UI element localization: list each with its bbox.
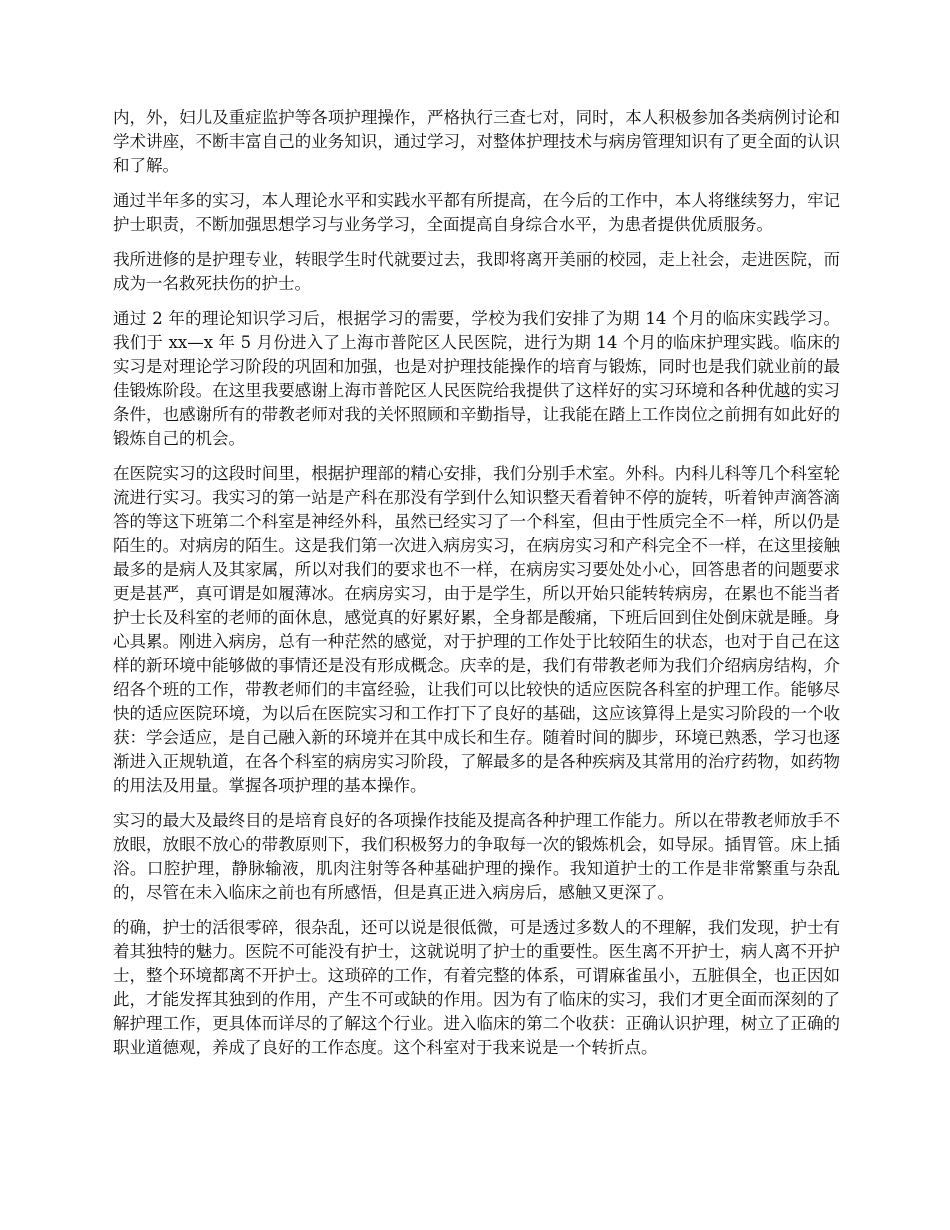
paragraph-2: 通过半年多的实习，本人理论水平和实践水平都有所提高，在今后的工作中，本人将继续努力，牢记护士职责，不断加强思想学习与业务学习，全面提高自身综合水平，为患者提供优质服务。: [113, 191, 840, 234]
paragraph-5: 在医院实习的这段时间里，根据护理部的精心安排，我们分别手术室。外科。内科儿科等几个科室轮流进行实习。我实习的第一站是产科在那没有学到什么知识整天看着钟不停的旋转，听着钟声滴答滴答的等这下班第二个科室是神经外科，虽然已经实习了一个科室，但由于性质完全不一样，所以仍是陌生的。对病房的陌生。这是我们第一次进入病房实习，在病房实习和产科完全不一样，在这里接触最多的是病人及其家属，所以对我们的要求也不一样，在病房实习要处处小心，回答患者的问题要求更是甚严，真可谓是如履薄冰。在病房实习，由于是学生，所以开始只能转转病房，在累也不能当者护士长及科室的老师的面休息，感觉真的好累好累，全身都是酸痛，下班后回到住处倒床就是睡。身心具累。刚进入病房，总有一种茫然的感觉，对于护理的工作处于比较陌生的状态，也对于自己在这样的新环境中能够做的事情还是没有形成概念。庆幸的是，我们有带教老师为我们介绍病房结构，介绍各个班的工作，带教老师们的丰富经验，让我们可以比较快的适应医院各科室的护理工作。能够尽快的适应医院环境，为以后在医院实习和工作打下了良好的基础，这应该算得上是实习阶段的一个收获：学会适应，是自己融入新的环境并在其中成长和生存。随着时间的脚步，环境已熟悉，学习也逐渐进入正规轨道，在各个科室的病房实习阶段，了解最多的是各种疾病及其常用的治疗药物，如药物的用法及用量。掌握各项护理的基本操作。: [113, 464, 840, 795]
paragraph-7: 的确，护士的活很零碎，很杂乱，还可以说是很低微，可是透过多数人的不理解，我们发现，护士有着其独特的魅力。医院不可能没有护士，这就说明了护士的重要性。医生离不开护士，病人离不开护士，整个环境都离不开护士。这琐碎的工作，有着完整的体系，可谓麻雀虽小，五脏俱全，也正因如此，才能发挥其独到的作用，产生不可或缺的作用。因为有了临床的实习，我们才更全面而深刻的了解护理工作，更具体而详尽的了解这个行业。进入临床的第二个收获：正确认识护理，树立了正确的职业道德观，养成了良好的工作态度。这个科室对于我来说是一个转折点。: [113, 918, 840, 1057]
paragraph-4: 通过 2 年的理论知识学习后，根据学习的需要，学校为我们安排了为期 14 个月的临床实践学习。我们于 xx—x 年 5 月份进入了上海市普陀区人民医院，进行为期 14 个月的临床护理实践。临床的实习是对理论学习阶段的巩固和加强，也是对护理技能操作的培育与锻炼，同时也是我们就业前的最佳锻炼阶段。在这里我要感谢上海市普陀区人民医院给我提供了这样好的实习环境和各种优越的实习条件，也感谢所有的带教老师对我的关怀照顾和辛勤指导，让我能在踏上工作岗位之前拥有如此好的锻炼自己的机会。: [113, 309, 840, 448]
paragraph-1: 内，外，妇儿及重症监护等各项护理操作，严格执行三查七对，同时，本人积极参加各类病例讨论和学术讲座，不断丰富自己的业务知识，通过学习，对整体护理技术与病房管理知识有了更全面的认识和了解。: [113, 108, 840, 175]
document-body: [113, 106, 840, 1071]
paragraph-6: 实习的最大及最终目的是培育良好的各项操作技能及提高各种护理工作能力。所以在带教老师放手不放眼，放眼不放心的带教原则下，我们积极努力的争取每一次的锻炼机会，如导尿。插胃管。床上插浴。口腔护理，静脉输液，肌肉注射等各种基础护理的操作。我知道护士的工作是非常繁重与杂乱的，尽管在未入临床之前也有所感悟，但是真正进入病房后，感触又更深了。: [113, 811, 840, 902]
paragraph-3: 我所进修的是护理专业，转眼学生时代就要过去，我即将离开美丽的校园，走上社会，走进医院，而成为一名救死扶伤的护士。: [113, 250, 840, 293]
